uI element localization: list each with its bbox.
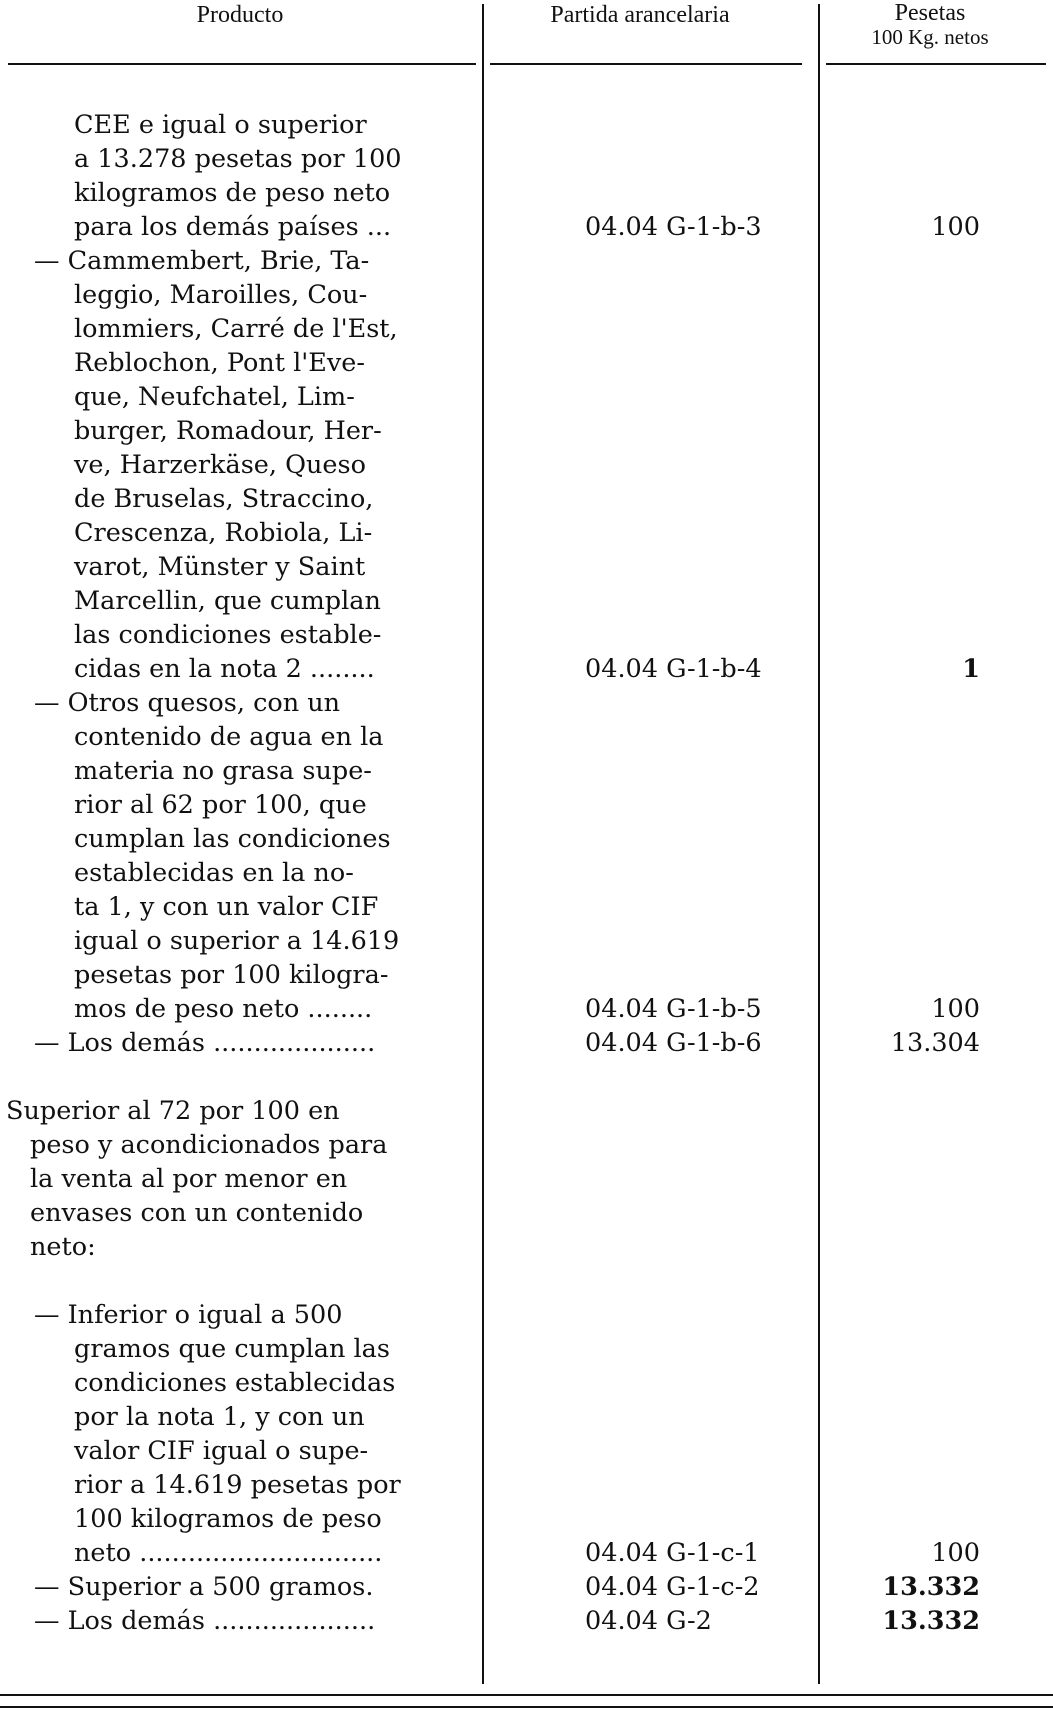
header-pesetas	[810, 0, 1050, 48]
product-line: Reblochon, Pont l'Eve-	[74, 348, 365, 378]
product-line: neto ..............................	[74, 1538, 383, 1568]
footer-rule-2	[0, 1706, 1053, 1708]
product-line: — Superior a 500 gramos.	[34, 1572, 374, 1602]
product-line: CEE e igual o superior	[74, 110, 367, 140]
footer-rule-1	[0, 1694, 1053, 1696]
pesetas-value: 1	[962, 654, 980, 684]
product-line: establecidas en la no-	[74, 858, 354, 888]
product-line: ta 1, y con un valor CIF	[74, 892, 379, 922]
product-line: — Inferior o igual a 500	[34, 1300, 343, 1330]
product-line: peso y acondicionados para	[30, 1130, 388, 1160]
product-line: las condiciones estable-	[74, 620, 382, 650]
product-line: cidas en la nota 2 ........	[74, 654, 375, 684]
header-pesetas-line1: Pesetas	[894, 0, 966, 26]
product-line: 100 kilogramos de peso	[74, 1504, 382, 1534]
product-line: contenido de agua en la	[74, 722, 384, 752]
product-line: Crescenza, Robiola, Li-	[74, 518, 373, 548]
header-rule-partida	[490, 63, 802, 65]
product-line: burger, Romadour, Her-	[74, 416, 382, 446]
product-line: rior a 14.619 pesetas por	[74, 1470, 401, 1500]
column-separator-2	[818, 4, 820, 1684]
product-line: rior al 62 por 100, que	[74, 790, 367, 820]
header-producto: Producto	[196, 2, 284, 28]
product-line: neto:	[30, 1232, 96, 1262]
tariff-code: 04.04 G-2	[585, 1606, 712, 1636]
product-line: ve, Harzerkäse, Queso	[74, 450, 366, 480]
product-line: valor CIF igual o supe-	[74, 1436, 369, 1466]
product-line: materia no grasa supe-	[74, 756, 372, 786]
tariff-code: 04.04 G-1-b-5	[585, 994, 762, 1024]
pesetas-value: 100	[931, 1538, 980, 1568]
product-line: lommiers, Carré de l'Est,	[74, 314, 398, 344]
product-line: Superior al 72 por 100 en	[6, 1096, 340, 1126]
pesetas-value: 100	[931, 994, 980, 1024]
pesetas-value: 13.304	[890, 1028, 980, 1058]
tariff-code: 04.04 G-1-b-6	[585, 1028, 762, 1058]
header-pesetas-line2: 100 Kg. netos	[871, 25, 989, 49]
tariff-code: 04.04 G-1-c-2	[585, 1572, 760, 1602]
product-line: envases con un contenido	[30, 1198, 364, 1228]
product-line: leggio, Maroilles, Cou-	[74, 280, 368, 310]
pesetas-value: 13.332	[882, 1606, 980, 1636]
product-line: Marcellin, que cumplan	[74, 586, 381, 616]
product-line: — Otros quesos, con un	[34, 688, 341, 718]
header-partida-arancelaria: Partida arancelaria	[550, 2, 730, 28]
product-line: — Los demás ....................	[34, 1028, 376, 1058]
product-line: pesetas por 100 kilogra-	[74, 960, 389, 990]
header-rule-pesetas	[826, 63, 1046, 65]
product-line: cumplan las condiciones	[74, 824, 391, 854]
header-rule-producto	[8, 63, 476, 65]
product-line: de Bruselas, Straccino,	[74, 484, 374, 514]
product-line: — Los demás ....................	[34, 1606, 376, 1636]
pesetas-value: 13.332	[882, 1572, 980, 1602]
product-line: que, Neufchatel, Lim-	[74, 382, 355, 412]
tariff-code: 04.04 G-1-b-4	[585, 654, 762, 684]
product-line: gramos que cumplan las	[74, 1334, 390, 1364]
tariff-code: 04.04 G-1-b-3	[585, 212, 762, 242]
column-separator-1	[482, 4, 484, 1684]
product-line: a 13.278 pesetas por 100	[74, 144, 402, 174]
product-line: igual o superior a 14.619	[74, 926, 400, 956]
product-line: mos de peso neto ........	[74, 994, 373, 1024]
product-line: la venta al por menor en	[30, 1164, 348, 1194]
product-line: para los demás países ...	[74, 212, 392, 242]
pesetas-value: 100	[931, 212, 980, 242]
product-line: — Cammembert, Brie, Ta-	[34, 246, 370, 276]
tariff-code: 04.04 G-1-c-1	[585, 1538, 760, 1568]
product-line: kilogramos de peso neto	[74, 178, 391, 208]
product-line: condiciones establecidas	[74, 1368, 396, 1398]
product-line: varot, Münster y Saint	[74, 552, 366, 582]
product-line: por la nota 1, y con un	[74, 1402, 365, 1432]
